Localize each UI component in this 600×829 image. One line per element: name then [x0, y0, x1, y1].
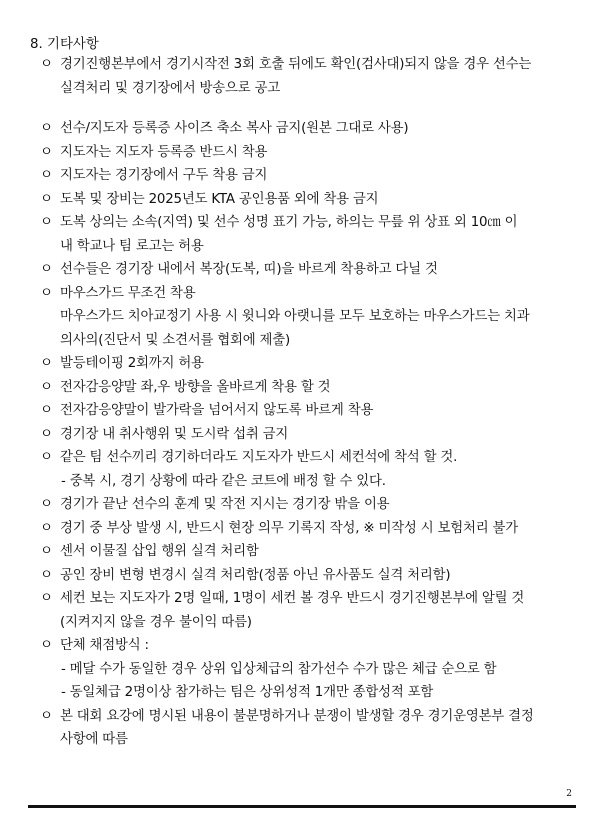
list-item	[0, 634, 600, 658]
bullet-mark: ㅇ	[40, 567, 53, 583]
bullet-mark: ㅇ	[40, 426, 53, 442]
bullet-mark: ㅇ	[40, 285, 53, 301]
bullet-mark: ㅇ	[40, 262, 53, 277]
list-item	[0, 282, 600, 353]
item-text: 마우스가드 치아교정기 사용 시 윗니와 아랫니를 모두 보호하는 마우스가드는 치과	[60, 309, 530, 324]
item-text: 의사의(진단서 및 소견서를 협회에 제출)	[60, 332, 291, 348]
list-item	[0, 258, 600, 282]
bullet-mark: ㅇ	[40, 379, 53, 395]
bullet-mark: ㅇ	[40, 708, 53, 724]
item-text: 전자감응양말 좌,우 방향을 올바르게 착용 할 것	[60, 379, 331, 395]
footer-rule	[28, 805, 576, 808]
sub-note	[0, 658, 600, 682]
list-item	[0, 141, 600, 165]
bullet-mark: ㅇ	[40, 497, 53, 512]
item-text: 도복 및 장비는 2025년도 KTA 공인용품 외에 착용 금지	[60, 191, 379, 207]
item-text: 지도자는 지도자 등록증 반드시 착용	[60, 144, 268, 160]
bullet-mark: ㅇ	[40, 168, 53, 183]
list-item	[0, 188, 600, 212]
bullet-mark: ㅇ	[40, 57, 53, 72]
bullet-mark: ㅇ	[40, 520, 53, 536]
bullet-mark: ㅇ	[40, 450, 53, 465]
sub-note	[0, 681, 600, 705]
bullet-mark: ㅇ	[40, 191, 53, 207]
list-item	[0, 423, 600, 447]
page-number: 2	[566, 789, 572, 799]
sub-note-text: - 중복 시, 경기 상황에 따라 같은 코트에 배정 할 수 있다.	[61, 473, 386, 489]
list-item	[0, 564, 600, 588]
list-item	[0, 211, 600, 258]
bullet-mark: ㅇ	[40, 544, 53, 559]
item-text: 본 대회 요강에 명시된 내용이 불분명하거나 분쟁이 발생할 경우 경기운영본부 결정	[60, 708, 534, 724]
list-item	[0, 164, 600, 188]
list-item	[0, 446, 600, 470]
bullet-mark: ㅇ	[40, 144, 53, 160]
item-text: 내 학교나 팀 로고는 허용	[60, 238, 204, 254]
bullet-mark: ㅇ	[40, 403, 53, 418]
item-text: 발등테이핑 2회까지 허용	[60, 356, 204, 371]
list-item	[0, 517, 600, 541]
list-item	[0, 53, 600, 100]
bullet-mark: ㅇ	[40, 356, 53, 371]
list-item	[0, 376, 600, 400]
list-item	[0, 540, 600, 564]
list-item	[0, 493, 600, 517]
sub-note	[0, 470, 600, 494]
item-text: 단체 채점방식 :	[60, 638, 149, 653]
rules-list	[0, 53, 600, 752]
item-text: 경기 중 부상 발생 시, 반드시 현장 의무 기록지 작성, ※ 미작성 시 보험처리 불가	[60, 520, 518, 536]
sub-note-text: - 동일체급 2명이상 참가하는 팀은 상위성적 1개만 종합성적 포함	[61, 685, 434, 700]
item-text: 사항에 따름	[60, 732, 128, 747]
item-text: 실격처리 및 경기장에서 방송으로 공고	[60, 80, 280, 96]
sub-note-text: - 메달 수가 동일한 경우 상위 입상체급의 참가선수 수가 많은 체급 순으로 함	[61, 661, 497, 677]
bullet-mark: ㅇ	[40, 121, 53, 136]
list-item	[0, 399, 600, 423]
item-text: 공인 장비 변형 변경시 실격 처리함(정품 아닌 유사품도 실격 처리함)	[60, 567, 451, 583]
item-text: 세컨 보는 지도자가 2명 일때, 1명이 세컨 볼 경우 반드시 경기진행본부에 알릴 것	[60, 591, 525, 606]
section-title: 8. 기타사항	[30, 37, 99, 52]
item-text: 경기가 끝난 선수의 훈계 및 작전 지시는 경기장 밖을 이용	[60, 497, 390, 512]
item-text: 선수들은 경기장 내에서 복장(도복, 띠)을 바르게 착용하고 다닐 것	[60, 262, 438, 277]
bullet-mark: ㅇ	[40, 591, 53, 606]
item-text: 선수/지도자 등록증 사이즈 축소 복사 금지(원본 그대로 사용)	[60, 121, 409, 136]
item-text: 전자감응양말이 발가락을 넘어서지 않도록 바르게 착용	[60, 403, 374, 418]
item-text: 지도자는 경기장에서 구두 착용 금지	[60, 168, 268, 183]
bullet-mark: ㅇ	[40, 215, 53, 230]
list-item	[0, 705, 600, 752]
item-text: 경기진행본부에서 경기시작전 3회 호출 뒤에도 확인(검사대)되지 않을 경우 선수는	[60, 57, 532, 72]
list-item	[0, 117, 600, 141]
item-text: 도복 상의는 소속(지역) 및 선수 성명 표기 가능, 하의는 무릎 위 상표 외 10㎝ 이	[60, 215, 518, 230]
item-text: 경기장 내 취사행위 및 도시락 섭취 금지	[60, 426, 289, 442]
bullet-mark: ㅇ	[40, 638, 53, 653]
list-item	[0, 587, 600, 634]
list-item	[0, 352, 600, 376]
item-text: 마우스가드 무조건 착용	[60, 285, 196, 301]
item-text: 센서 이물질 삽입 행위 실격 처리함	[60, 544, 259, 559]
item-text: (지켜지지 않을 경우 불이익 따름)	[60, 614, 252, 630]
item-text: 같은 팀 선수끼리 경기하더라도 지도자가 반드시 세컨석에 착석 할 것.	[60, 450, 458, 465]
